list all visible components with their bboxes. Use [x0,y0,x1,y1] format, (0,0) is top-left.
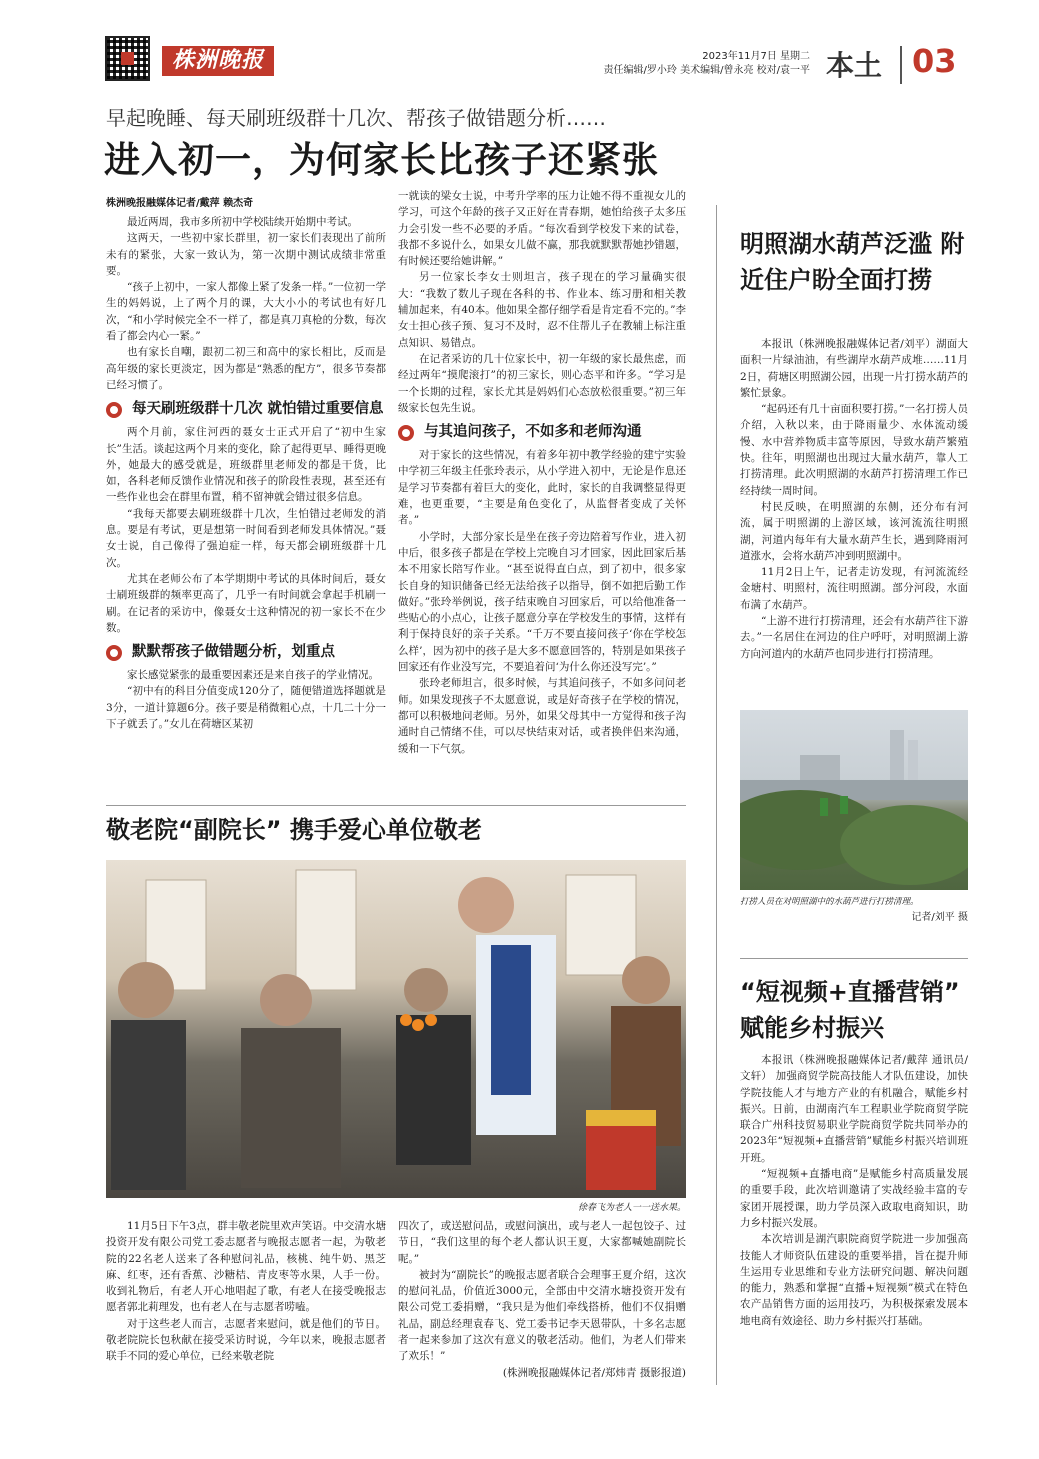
nursing-credit: (株洲晚报融媒体记者/郑炜青 摄影报道) [502,1366,686,1379]
video-headline: “短视频+直播营销” 赋能乡村振兴 [740,978,960,1042]
paragraph: “上游不进行打捞清理，还会有水葫芦往下游去。”一名居住在河边的住户呼吁，对明照湖上游方向河道内的水葫芦也同步进行打捞清理。 [740,615,968,660]
paragraph: 对于这些老人而言，志愿者来慰问，就是他们的节日。敬老院院长包秋献在接受采访时说，今年以来，晚报志愿者联手不同的爱心单位，已经来敬老院 [106,1317,386,1363]
qr-code [105,36,150,81]
section-name: 本土 [826,49,883,82]
lead-headline: 进入初一，为何家长比孩子还紧张 [104,140,660,181]
nursing-headline: 敬老院“副院长” 携手爱心单位敬老 [106,816,482,844]
lead-byline: 株洲晚报融媒体记者/戴萍 赖杰奇 [106,198,254,209]
paragraph: 家长感觉紧张的最重要因素还是来自孩子的学业情况。 [127,669,379,682]
nursing-column-2 [398,1218,686,1390]
paragraph: 这两天，一些初中家长群里，初一家长们表现出了前所未有的紧张，大家一致认为，第一次期中测试成绩非常重要。 [106,232,386,277]
paragraph: “起码还有几十亩面积要打捞。”一名打捞人员介绍，入秋以来，由于降雨量少、水体流动缓慢、水中营养物质丰富等原因，导致水葫芦繁殖快。往年，明照湖也出现过大量水葫芦，靠人工打捞清理。此次明照湖的水葫芦打捞清理工作已经持续一周时间。 [740,403,968,497]
lake-photo-credit: 记者/刘平 摄 [911,912,968,923]
paragraph: 本次培训是湖汽职院商贸学院进一步加强高技能人才师资队伍建设的重要举措，旨在提升师生运用专业思维和专业方法研究问题、解决问题的能力，熟悉和掌握“直播+短视频”模式在特色农产品销售方面的运用技巧，为积极探索发展本地电商有效途径、助力乡村振兴打基础。 [740,1233,968,1327]
circle-bullet-icon [106,402,122,418]
paragraph: 四次了，或送慰问品，或慰问演出，或与老人一起包饺子、过节日，“我们这里的每个老人都认识王夏，大家都喊她副院长呢。” [398,1220,686,1265]
nursing-column-1 [106,1218,386,1388]
gourd-body [740,336,968,698]
paragraph: 11月2日上午，记者走访发现，有河流流经金塘村、明照村，流往明照湖。部分河段，水面布满了水葫芦。 [740,566,968,611]
column-divider [716,205,717,1385]
paragraph: 在记者采访的几十位家长中，初一年级的家长最焦虑，而经过两年“摸爬滚打”的初三家长，则心态平和许多。“学习是一个长期的过程，家长尤其是妈妈们心态放松很重要。”初三年级家长包先生说。 [398,352,686,414]
lead-column-2 [398,188,686,798]
paragraph: “初中有的科目分值变成120分了，随便错道选择题就是3分，一道计算题6分。孩子要是稍微粗心点，十几二十分一下子就丢了。”女儿在荷塘区某初 [106,685,386,731]
video-body [740,1052,968,1392]
paragraph: 两个月前，家住河西的聂女士正式开启了“初中生家长”生活。谈起这两个月来的变化，除了起得更早、睡得更晚外，她最大的感受就是，班级群里老师发的都是干货，比如，各科老师反馈作业情况和孩子的阶段性表现，甚至还有一些作业也会在群里布置，稍不留神就会错过很多信息。 [106,426,386,504]
lake-photo [740,710,968,890]
editors-line: 责任编辑/罗小玲 美术编辑/曾永亮 校对/袁一平 [603,65,810,76]
lake-photo-caption: 打捞人员在对明照湖中的水葫芦进行打捞清理。 [740,897,919,907]
newspaper-logo: 株洲晚报 [162,46,274,76]
paragraph: “我每天都要去刷班级群十几次，生怕错过老师发的消息。要是有考试，更是想第一时间看到老师发具体情况。”聂女士说，自己像得了强迫症一样，每天都会刷班级群十几次。 [106,507,386,569]
paragraph: 也有家长自嘲，跟初二初三和高中的家长相比，反而是高年级的家长更淡定，因为都是“熟悉的配方”，很多节奏都已经习惯了。 [106,346,386,391]
paragraph: 最近两周，我市多所初中学校陆续开始期中考试。 [127,216,358,228]
paragraph: “短视频+直播电商”是赋能乡村高质量发展的重要手段，此次培训邀请了实战经验丰富的专家团开展授课，助力学员深入政取电商知识，助力乡村振兴发展。 [740,1168,968,1229]
paragraph: 本报讯（株洲晚报融媒体记者/刘平）湖面大面积一片绿油油，有些湖岸水葫芦成堆……11月2日，荷塘区明照湖公园，出现一片打捞水葫芦的繁忙景象。 [740,338,968,399]
subhead-1: 每天刷班级群十几次 就怕错过重要信息 [106,399,386,420]
paragraph: 张玲老师坦言，很多时候，与其追问孩子，不如多问问老师。如果发现孩子不太愿意说，或是好奇孩子在学校的情况，都可以积极地问老师。另外，如果父母其中一方觉得和孩子沟通时自己情绪不佳，可以尽快结束对话，或者换伴侣来沟通，缓和一下气氛。 [398,677,686,755]
subhead-2: 默默帮孩子做错题分析，划重点 [106,642,386,663]
page-number: 03 [912,42,957,80]
paragraph: 尤其在老师公布了本学期期中考试的具体时间后，聂女士刷班级群的频率更高了，几乎一有时间就会拿起手机刷一刷。在记者的采访中，像聂女士这种情况的初一家长不在少数。 [106,572,386,634]
paragraph: 一就读的梁女士说，中考升学率的压力让她不得不重视女儿的学习，可这个年龄的孩子又正好在青春期，她怕给孩子太多压力会引发一些不必要的矛盾。“每次看到学校发下来的试卷，我都不多说什么，如果女儿做不赢，那我就默默帮她抄错题，有时候还要给她讲解。” [398,190,686,268]
lead-column-1 [106,214,386,794]
subhead-3: 与其追问孩子，不如多和老师沟通 [398,422,686,443]
issue-date: 2023年11月7日 星期二 [702,51,810,62]
paragraph: 村民反映，在明照湖的东侧，还分布有河流，属于明照湖的上游区域，该河流流往明照湖，河道内每年有大量水葫芦生长，遇到降雨河道涨水，会将水葫芦冲到明照湖中。 [740,500,968,562]
elderly-people-photo-illustration [106,860,686,1198]
water-hyacinth-photo-illustration [740,710,968,890]
paragraph: 11月5日下午3点，群丰敬老院里欢声笑语。中交清水塘投资开发有限公司党工委志愿者与晚报志愿者一起，为敬老院的22名老人送来了各种慰问礼品，核桃、纯牛奶、黑芝麻、红枣，还有香蕉、沙糖桔、青皮枣等水果，人手一份。收到礼物后，有老人开心地唱起了歌，有老人在接受晚报志愿者郭北莉理发，也有老人在与志愿者唠嗑。 [106,1220,386,1314]
article-divider [740,958,968,959]
gourd-headline: 明照湖水葫芦泛滥 附近住户盼全面打捞 [740,230,965,294]
article-divider [106,805,686,806]
circle-bullet-icon [106,645,122,661]
circle-bullet-icon [398,425,414,441]
paragraph: 本报讯（株洲晚报融媒体记者/戴萍 通讯员/文轩） 加强商贸学院高技能人才队伍建设，加快学院技能人才与地方产业的有机融合，赋能乡村振兴。日前，由湖南汽车工程职业学院商贸学院联合广州科技贸易职业学院商贸学院共同举办的2023年“短视频+直播营销”赋能乡村振兴培训班开班。 [740,1054,968,1164]
paragraph: 另一位家长李女士则坦言，孩子现在的学习量确实很大：“我数了数儿子现在各科的书、作业本、练习册和相关教辅加起来，有40本。他如果全都仔细学看是肯定看不完的。”李女士担心孩子预、复习不及时，忍不住帮儿子在教辅上标注重点知识、易错点。 [398,271,686,349]
paragraph: 被封为“副院长”的晚报志愿者联合会理事王夏介绍，这次的慰问礼品，价值近3000元，全部由中交清水塘投资开发有限公司党工委捐赠，“我只是为他们牵线搭桥，他们不仅捐赠礼品，副总经理袁春飞、党工委书记李天恩带队，十多名志愿者一起来参加了这次有意义的敬老活动。他们，为老人们带来了欢乐！” [398,1268,686,1363]
section-divider [900,46,902,84]
lead-kicker: 早起晚睡、每天刷班级群十几次、帮孩子做错题分析…… [106,106,606,130]
nursing-photo [106,860,686,1198]
paragraph: 对于家长的这些情况，有着多年初中教学经验的建宁实验中学初三年级主任张玲表示，从小学进入初中，无论是作息还是学习节奏都有着巨大的变化，此时，家长的自我调整显得更难，也更重要，“主要是角色变化了，从监督者变成了关怀者。” [398,449,686,527]
masthead-meta [590,50,810,78]
paragraph: 小学时，大部分家长是坐在孩子旁边陪着写作业，进入初中后，很多孩子都是在学校上完晚自习才回家，因此回家后基本不用家长陪写作业。“甚至说得直白点，到了初中，很多家长自身的知识储备已经无法给孩子以指导，倒不如把后勤工作做好。”张玲举例说，孩子结束晚自习回家后，可以给他准备一些贴心的小点心，让孩子愿意分享在学校发生的事情，这样有利于保持良好的亲子关系。“千万不要直接问孩子‘你在学校怎么样’，因为初中的孩子是大多不愿意回答的，特别是如果孩子回家还有作业没写完，不要追着问‘为什么你还没写完’。” [398,530,686,674]
paragraph: “孩子上初中，一家人都像上紧了发条一样。”一位初一学生的妈妈说，上了两个月的课，大大小小的考试也有好几次，“和小学时候完全不一样了，都是真刀真枪的分数，每次看了都会内心一紧。” [106,281,386,343]
nursing-photo-caption: 徐春飞为老人一一送水果。 [577,1203,686,1213]
